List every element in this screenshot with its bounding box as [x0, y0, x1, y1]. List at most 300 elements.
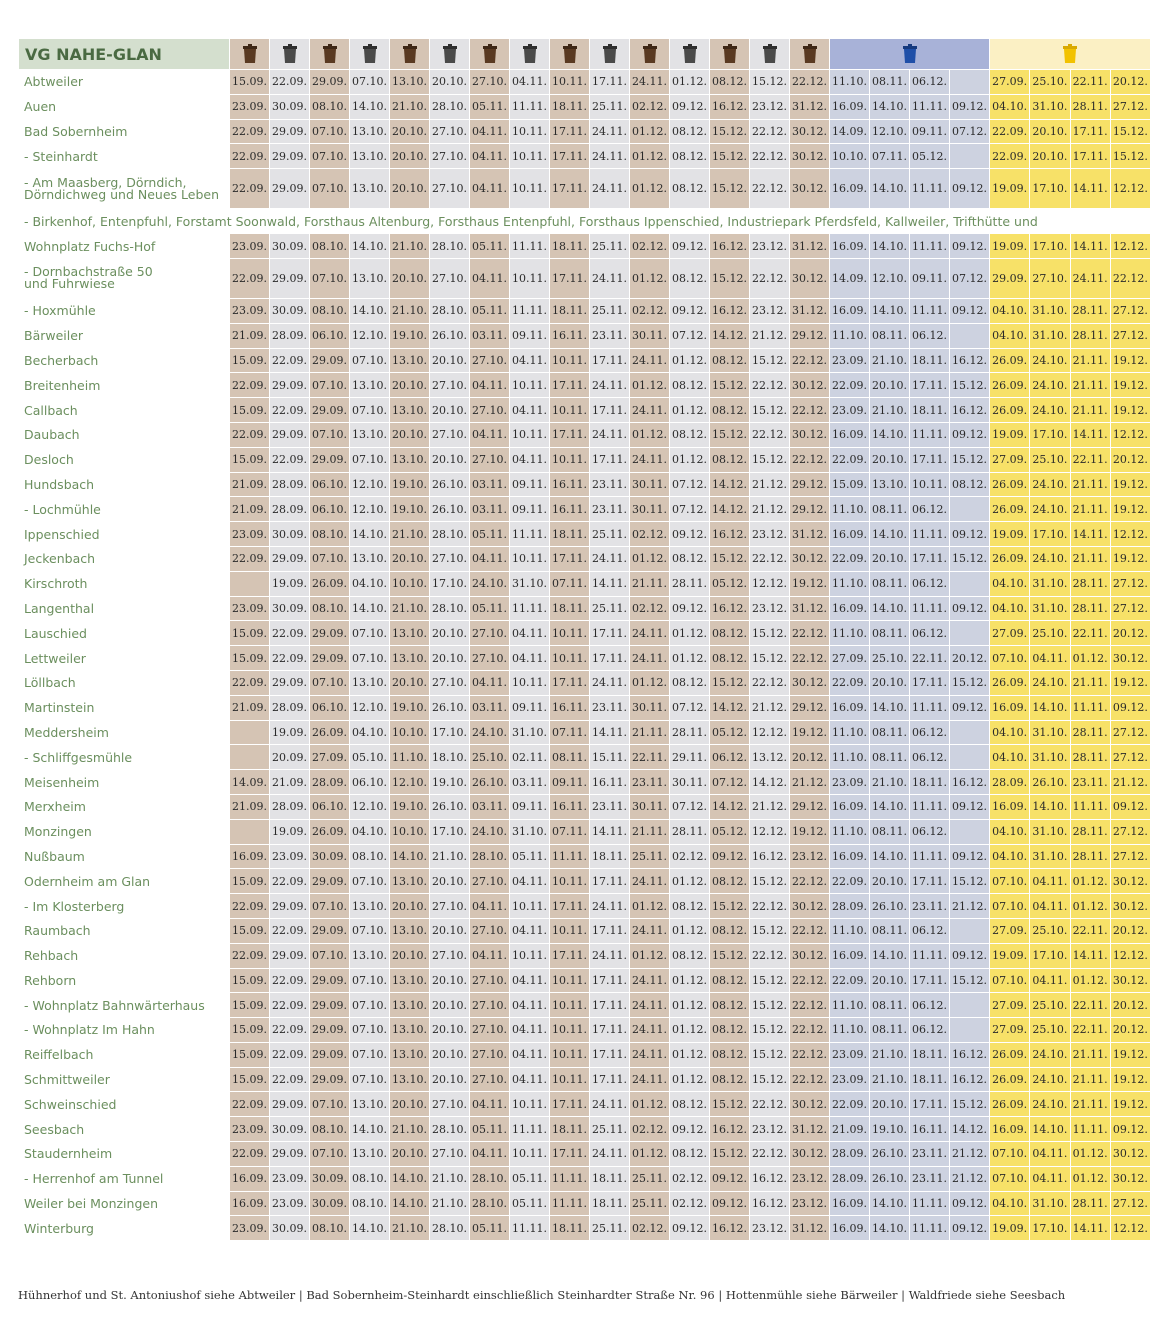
yellow-bin-date: 09.12.: [1110, 695, 1150, 720]
yellow-bin-date: 26.09.: [990, 1067, 1030, 1092]
yellow-bin-date: 21.11.: [1070, 497, 1110, 522]
paper-date: 21.10.: [870, 770, 910, 795]
bio-residual-date: 01.12.: [670, 1018, 710, 1043]
bio-residual-date: 24.11.: [590, 670, 630, 695]
bio-residual-date: 07.10.: [310, 422, 350, 447]
paper-date: 05.12.: [910, 144, 950, 169]
bio-residual-date: 07.11.: [550, 819, 590, 844]
schedule-container: [18, 38, 1150, 1241]
bio-residual-date: 30.09.: [270, 94, 310, 119]
bio-residual-date: 03.11.: [470, 472, 510, 497]
bio-residual-date: 10.11.: [510, 373, 550, 398]
table-row: [19, 1216, 1151, 1241]
yellow-bin-date: 01.12.: [1070, 1166, 1110, 1191]
paper-date: 19.10.: [870, 1117, 910, 1142]
bio-residual-date: 25.11.: [590, 1216, 630, 1241]
yellow-bin-date: 31.10.: [1030, 745, 1070, 770]
bio-residual-date: 30.09.: [270, 298, 310, 323]
bio-residual-date: 14.12.: [710, 497, 750, 522]
bio-residual-date: 01.12.: [630, 1092, 670, 1117]
yellow-bin-date: 31.10.: [1030, 720, 1070, 745]
paper-date: 15.09.: [830, 472, 870, 497]
bio-residual-date: 27.10.: [470, 447, 510, 472]
bio-residual-date: 28.10.: [430, 94, 470, 119]
bio-residual-date: 21.12.: [750, 794, 790, 819]
paper-date: 20.10.: [870, 869, 910, 894]
bio-residual-date: 04.11.: [510, 918, 550, 943]
bio-residual-date: 17.11.: [550, 943, 590, 968]
bio-residual-date: 29.09.: [310, 918, 350, 943]
bio-residual-date: 08.12.: [710, 447, 750, 472]
paper-date: 18.11.: [910, 770, 950, 795]
paper-date: 09.12.: [950, 943, 990, 968]
bio-residual-date: 17.10.: [430, 819, 470, 844]
bio-residual-date: 04.11.: [510, 621, 550, 646]
bio-residual-date: 18.11.: [550, 1117, 590, 1142]
paper-date: 17.11.: [910, 546, 950, 571]
paper-date: 15.12.: [950, 670, 990, 695]
paper-date: 14.10.: [870, 596, 910, 621]
bio-residual-date: 13.10.: [350, 1142, 390, 1167]
bio-residual-date: 06.10.: [310, 472, 350, 497]
paper-date: 08.11.: [870, 745, 910, 770]
bio-residual-date: 19.09.: [270, 819, 310, 844]
bio-residual-date: 12.10.: [350, 794, 390, 819]
bio-residual-date: 08.12.: [670, 373, 710, 398]
bio-residual-date: 19.09.: [270, 720, 310, 745]
bio-residual-date: 29.09.: [270, 422, 310, 447]
bio-residual-date: 16.12.: [750, 844, 790, 869]
bio-residual-date: 12.10.: [350, 695, 390, 720]
yellow-bin-date: 24.10.: [1030, 670, 1070, 695]
location-name: Reiffelbach: [19, 1042, 230, 1067]
yellow-bin-date: 01.12.: [1070, 968, 1110, 993]
bio-residual-date: 27.10.: [470, 70, 510, 95]
paper-date: 20.10.: [870, 670, 910, 695]
bio-residual-date: 09.12.: [670, 298, 710, 323]
bio-residual-date: 04.10.: [350, 819, 390, 844]
bio-residual-date: 08.12.: [710, 348, 750, 373]
bio-residual-date: 10.10.: [390, 819, 430, 844]
paper-date: 08.11.: [870, 1018, 910, 1043]
bio-residual-date: 17.11.: [550, 119, 590, 144]
bio-residual-date: 23.12.: [750, 94, 790, 119]
bio-residual-date: 15.09.: [230, 348, 270, 373]
bio-residual-date: 30.12.: [790, 943, 830, 968]
bio-residual-date: 15.12.: [710, 1142, 750, 1167]
bio-residual-date: 01.12.: [630, 258, 670, 298]
location-name: Ippenschied: [19, 522, 230, 547]
bio-residual-date: 22.09.: [270, 621, 310, 646]
bio-residual-date: 09.12.: [710, 844, 750, 869]
bio-residual-date: 30.09.: [310, 1191, 350, 1216]
bio-residual-date: 29.12.: [790, 794, 830, 819]
yellow-bin-date: 28.11.: [1070, 94, 1110, 119]
location-name: Nußbaum: [19, 844, 230, 869]
paper-date: 21.10.: [870, 398, 910, 423]
bio-residual-date: 14.12.: [750, 770, 790, 795]
bio-residual-date: 27.10.: [470, 1018, 510, 1043]
bio-residual-date: 15.09.: [230, 1067, 270, 1092]
bio-residual-date: 20.10.: [430, 621, 470, 646]
bio-residual-date: 24.11.: [630, 1042, 670, 1067]
table-row: [19, 398, 1151, 423]
bio-residual-date: 24.11.: [630, 646, 670, 671]
bio-residual-date: 29.09.: [270, 1142, 310, 1167]
paper-date: 08.11.: [870, 819, 910, 844]
table-row: [19, 1092, 1151, 1117]
table-row: [19, 1117, 1151, 1142]
yellow-bin-date: 27.12.: [1110, 1191, 1150, 1216]
yellow-bin-date: 14.11.: [1070, 169, 1110, 209]
location-name: - Hoxmühle: [19, 298, 230, 323]
bio-residual-date: 16.12.: [710, 234, 750, 259]
bio-residual-date: 05.11.: [470, 94, 510, 119]
bio-residual-date: 02.12.: [630, 1117, 670, 1142]
paper-date: 08.11.: [870, 497, 910, 522]
bio-residual-date: 28.09.: [310, 770, 350, 795]
bio-residual-date: 18.11.: [590, 1191, 630, 1216]
bio-residual-date: 16.12.: [710, 94, 750, 119]
paper-date: 20.12.: [950, 646, 990, 671]
paper-date: 16.09.: [830, 1191, 870, 1216]
bio-residual-date: 07.10.: [350, 1067, 390, 1092]
table-row: [19, 646, 1151, 671]
bio-residual-date: 17.10.: [430, 720, 470, 745]
bio-residual-date: 29.12.: [790, 695, 830, 720]
bio-residual-date: 30.12.: [790, 258, 830, 298]
bio-residual-date: 21.10.: [390, 298, 430, 323]
paper-date: 22.11.: [910, 646, 950, 671]
paper-date: 09.12.: [950, 1191, 990, 1216]
bio-residual-date: 21.11.: [630, 571, 670, 596]
bio-residual-date: 04.11.: [470, 258, 510, 298]
bio-residual-date: 24.11.: [590, 373, 630, 398]
bio-residual-date: 23.12.: [790, 1166, 830, 1191]
bio-residual-date: 04.11.: [470, 422, 510, 447]
bio-residual-date: 29.09.: [310, 1042, 350, 1067]
bio-residual-date: 22.09.: [230, 144, 270, 169]
bio-residual-date: 13.10.: [350, 943, 390, 968]
paper-date: 11.10.: [830, 323, 870, 348]
bio-residual-date: 22.09.: [270, 1018, 310, 1043]
bio-residual-date: 04.11.: [510, 398, 550, 423]
bio-residual-date: 01.12.: [630, 670, 670, 695]
grey-bin-icon: [270, 44, 309, 64]
bio-residual-date: 17.11.: [590, 621, 630, 646]
yellow-bin-date: 25.10.: [1030, 621, 1070, 646]
bio-residual-date: 23.09.: [230, 298, 270, 323]
yellow-bin-date: 24.11.: [1070, 258, 1110, 298]
bio-residual-date: 29.09.: [270, 258, 310, 298]
paper-date: 14.10.: [870, 169, 910, 209]
table-row: [19, 546, 1151, 571]
paper-date: 20.10.: [870, 546, 910, 571]
header-cell-bio-4: [350, 39, 390, 70]
bio-residual-date: 24.11.: [630, 993, 670, 1018]
bio-residual-date: 07.12.: [670, 794, 710, 819]
bio-residual-date: 24.11.: [630, 70, 670, 95]
bio-residual-date: 07.10.: [310, 119, 350, 144]
bio-residual-date: 07.10.: [310, 1142, 350, 1167]
bio-residual-date: 26.10.: [430, 497, 470, 522]
location-name: - Dornbachstraße 50 und Fuhrwiese: [19, 258, 230, 298]
bio-residual-date: 15.09.: [230, 1018, 270, 1043]
location-name: Langenthal: [19, 596, 230, 621]
bio-residual-date: 24.11.: [590, 169, 630, 209]
bio-residual-date: 02.12.: [670, 1191, 710, 1216]
bio-residual-date: 29.12.: [790, 497, 830, 522]
paper-date: 14.10.: [870, 943, 910, 968]
bio-residual-date: 21.12.: [750, 695, 790, 720]
bio-residual-date: 29.09.: [270, 373, 310, 398]
yellow-bin-date: 12.12.: [1110, 1216, 1150, 1241]
bio-residual-date: 19.10.: [390, 323, 430, 348]
brown-bin-icon: [230, 44, 269, 64]
yellow-bin-date: 27.12.: [1110, 596, 1150, 621]
table-row: [19, 472, 1151, 497]
bio-residual-date: 28.10.: [430, 234, 470, 259]
bio-residual-date: 10.11.: [510, 258, 550, 298]
bio-residual-date: 28.09.: [270, 695, 310, 720]
yellow-bin-date: 01.12.: [1070, 1142, 1110, 1167]
yellow-bin-date: 30.12.: [1110, 894, 1150, 919]
bio-residual-date: 30.11.: [630, 794, 670, 819]
yellow-bin-date: 31.10.: [1030, 596, 1070, 621]
bio-residual-date: 31.10.: [510, 720, 550, 745]
bio-residual-date: 17.11.: [550, 546, 590, 571]
bio-residual-date: 22.12.: [750, 894, 790, 919]
bio-residual-date: 21.09.: [230, 472, 270, 497]
yellow-bin-date: 14.11.: [1070, 522, 1110, 547]
paper-date: 15.12.: [950, 373, 990, 398]
bio-residual-date: 22.12.: [750, 169, 790, 209]
paper-date: 14.10.: [870, 422, 910, 447]
bio-residual-date: 15.12.: [710, 373, 750, 398]
table-row: [19, 869, 1151, 894]
bio-residual-date: 02.12.: [630, 234, 670, 259]
yellow-bin-date: 30.12.: [1110, 646, 1150, 671]
table-row: [19, 695, 1151, 720]
header-cell-bio-11: [630, 39, 670, 70]
bio-residual-date: 10.11.: [550, 646, 590, 671]
yellow-bin-date: 14.10.: [1030, 695, 1070, 720]
bio-residual-date: 29.09.: [270, 119, 310, 144]
location-name: - Im Klosterberg: [19, 894, 230, 919]
paper-date: 11.10.: [830, 571, 870, 596]
bio-residual-date: 08.12.: [670, 144, 710, 169]
bio-residual-date: 27.10.: [430, 943, 470, 968]
bio-residual-date: 20.10.: [430, 70, 470, 95]
location-name: - Wohnplatz Bahnwärterhaus: [19, 993, 230, 1018]
bio-residual-date: 12.10.: [350, 497, 390, 522]
yellow-bin-date: 20.10.: [1030, 144, 1070, 169]
bio-residual-date: 10.11.: [550, 621, 590, 646]
bio-residual-date: 17.11.: [550, 169, 590, 209]
bio-residual-date: 05.11.: [470, 1117, 510, 1142]
bio-residual-date: 17.11.: [590, 646, 630, 671]
paper-date: 26.10.: [870, 1166, 910, 1191]
yellow-bin-date: 04.10.: [990, 745, 1030, 770]
paper-date: 11.10.: [830, 993, 870, 1018]
bio-residual-date: 17.11.: [590, 348, 630, 373]
bio-residual-date: 16.12.: [710, 522, 750, 547]
bio-residual-date: 08.10.: [310, 298, 350, 323]
bio-residual-date: 01.12.: [670, 398, 710, 423]
paper-date: 09.12.: [950, 234, 990, 259]
bio-residual-date: 30.12.: [790, 894, 830, 919]
bio-residual-date: 11.11.: [550, 844, 590, 869]
bio-residual-date: 16.11.: [550, 472, 590, 497]
paper-date: 23.09.: [830, 348, 870, 373]
bio-residual-date: 21.10.: [390, 522, 430, 547]
header-cell-bio-5: [390, 39, 430, 70]
bio-residual-date: 22.09.: [230, 1092, 270, 1117]
yellow-bin-date: 19.12.: [1110, 472, 1150, 497]
bio-residual-date: 24.11.: [590, 1142, 630, 1167]
bio-residual-date: 28.09.: [270, 323, 310, 348]
paper-date: 23.09.: [830, 770, 870, 795]
yellow-bin-date: 19.12.: [1110, 497, 1150, 522]
bio-residual-date: 13.10.: [390, 993, 430, 1018]
bio-residual-date: 10.11.: [550, 70, 590, 95]
paper-date: 14.10.: [870, 695, 910, 720]
paper-date: 17.11.: [910, 373, 950, 398]
bio-residual-date: 12.12.: [750, 720, 790, 745]
bio-residual-date: 20.10.: [390, 943, 430, 968]
paper-date: 09.12.: [950, 422, 990, 447]
bio-residual-date: 23.09.: [230, 522, 270, 547]
bio-residual-date: 10.11.: [510, 546, 550, 571]
yellow-bin-date: 26.10.: [1030, 770, 1070, 795]
paper-date: 23.11.: [910, 894, 950, 919]
bio-residual-date: 01.12.: [670, 1042, 710, 1067]
paper-date: 16.09.: [830, 596, 870, 621]
table-row: [19, 670, 1151, 695]
bio-residual-date: 22.12.: [750, 943, 790, 968]
bio-residual-date: 06.10.: [310, 497, 350, 522]
bio-residual-date: 15.09.: [230, 447, 270, 472]
bio-residual-date: 15.09.: [230, 968, 270, 993]
bio-residual-date: 04.11.: [470, 169, 510, 209]
bio-residual-date: 19.10.: [390, 472, 430, 497]
grey-bin-icon: [510, 44, 549, 64]
bio-residual-date: 12.12.: [750, 819, 790, 844]
yellow-bin-date: 24.10.: [1030, 497, 1070, 522]
yellow-bin-date: 24.10.: [1030, 546, 1070, 571]
yellow-bin-date: 27.12.: [1110, 819, 1150, 844]
paper-date: 06.12.: [910, 497, 950, 522]
table-row: [19, 119, 1151, 144]
location-name: Raumbach: [19, 918, 230, 943]
paper-date: 21.12.: [950, 1142, 990, 1167]
bio-residual-date: 08.10.: [310, 596, 350, 621]
paper-date: 08.11.: [870, 720, 910, 745]
bio-residual-date: 27.10.: [470, 1067, 510, 1092]
bio-residual-date: 03.11.: [470, 695, 510, 720]
paper-date: 11.11.: [910, 844, 950, 869]
bio-residual-date: 08.10.: [310, 522, 350, 547]
paper-date: 15.12.: [950, 968, 990, 993]
bio-residual-date: 21.10.: [390, 596, 430, 621]
paper-date: 14.10.: [870, 844, 910, 869]
yellow-bin-date: 16.09.: [990, 794, 1030, 819]
bio-residual-date: 24.11.: [630, 869, 670, 894]
bio-residual-date: [230, 745, 270, 770]
bio-residual-date: 27.10.: [430, 119, 470, 144]
bio-residual-date: 16.11.: [550, 695, 590, 720]
bio-residual-date: 12.12.: [750, 571, 790, 596]
location-name: Hundsbach: [19, 472, 230, 497]
yellow-bin-date: 12.12.: [1110, 169, 1150, 209]
table-row: [19, 497, 1151, 522]
bio-residual-date: 23.11.: [590, 472, 630, 497]
bio-residual-date: 27.10.: [430, 422, 470, 447]
bio-residual-date: 08.11.: [550, 745, 590, 770]
bio-residual-date: 13.10.: [390, 1042, 430, 1067]
bio-residual-date: 24.11.: [630, 447, 670, 472]
bio-residual-date: 10.11.: [510, 1092, 550, 1117]
bio-residual-date: 07.10.: [350, 70, 390, 95]
bio-residual-date: 29.09.: [310, 1067, 350, 1092]
bio-residual-date: 21.10.: [390, 1117, 430, 1142]
bio-residual-date: 22.09.: [270, 348, 310, 373]
bio-residual-date: 22.09.: [270, 918, 310, 943]
bio-residual-date: 13.10.: [390, 348, 430, 373]
bio-residual-date: 13.10.: [390, 918, 430, 943]
yellow-bin-date: 31.10.: [1030, 571, 1070, 596]
bio-residual-date: 21.09.: [230, 794, 270, 819]
yellow-bin-date: 21.11.: [1070, 472, 1110, 497]
bio-residual-date: 08.12.: [670, 1142, 710, 1167]
bio-residual-date: 27.10.: [430, 670, 470, 695]
brown-bin-icon: [390, 44, 429, 64]
paper-date: 11.10.: [830, 70, 870, 95]
location-name: Kirschroth: [19, 571, 230, 596]
paper-date: 21.10.: [870, 1042, 910, 1067]
bio-residual-date: 28.10.: [430, 522, 470, 547]
bio-residual-date: 08.12.: [710, 918, 750, 943]
bio-residual-date: 21.12.: [750, 472, 790, 497]
bio-residual-date: 22.12.: [750, 1142, 790, 1167]
yellow-bin-date: 04.11.: [1030, 869, 1070, 894]
paper-date: 11.11.: [910, 169, 950, 209]
bio-residual-date: 02.12.: [630, 298, 670, 323]
bio-residual-date: 30.12.: [790, 422, 830, 447]
yellow-bin-date: 28.11.: [1070, 844, 1110, 869]
bio-residual-date: 22.11.: [630, 745, 670, 770]
yellow-bin-date: 12.12.: [1110, 522, 1150, 547]
bio-residual-date: 07.10.: [310, 670, 350, 695]
yellow-bin-date: 11.11.: [1070, 695, 1110, 720]
bio-residual-date: 28.09.: [270, 472, 310, 497]
bio-residual-date: 11.11.: [510, 596, 550, 621]
paper-date: 11.11.: [910, 794, 950, 819]
bio-residual-date: 15.12.: [710, 422, 750, 447]
bio-residual-date: 11.11.: [510, 522, 550, 547]
bio-residual-date: 16.11.: [590, 770, 630, 795]
bio-residual-date: 08.12.: [670, 119, 710, 144]
paper-date: 14.09.: [830, 258, 870, 298]
bio-residual-date: 27.10.: [430, 1142, 470, 1167]
bio-residual-date: 23.09.: [270, 1191, 310, 1216]
bio-residual-date: 17.11.: [550, 1142, 590, 1167]
bio-residual-date: 01.12.: [670, 70, 710, 95]
yellow-bin-date: 01.12.: [1070, 894, 1110, 919]
bio-residual-date: 13.10.: [390, 621, 430, 646]
bio-residual-date: 28.10.: [470, 1166, 510, 1191]
bio-residual-date: 29.09.: [270, 169, 310, 209]
